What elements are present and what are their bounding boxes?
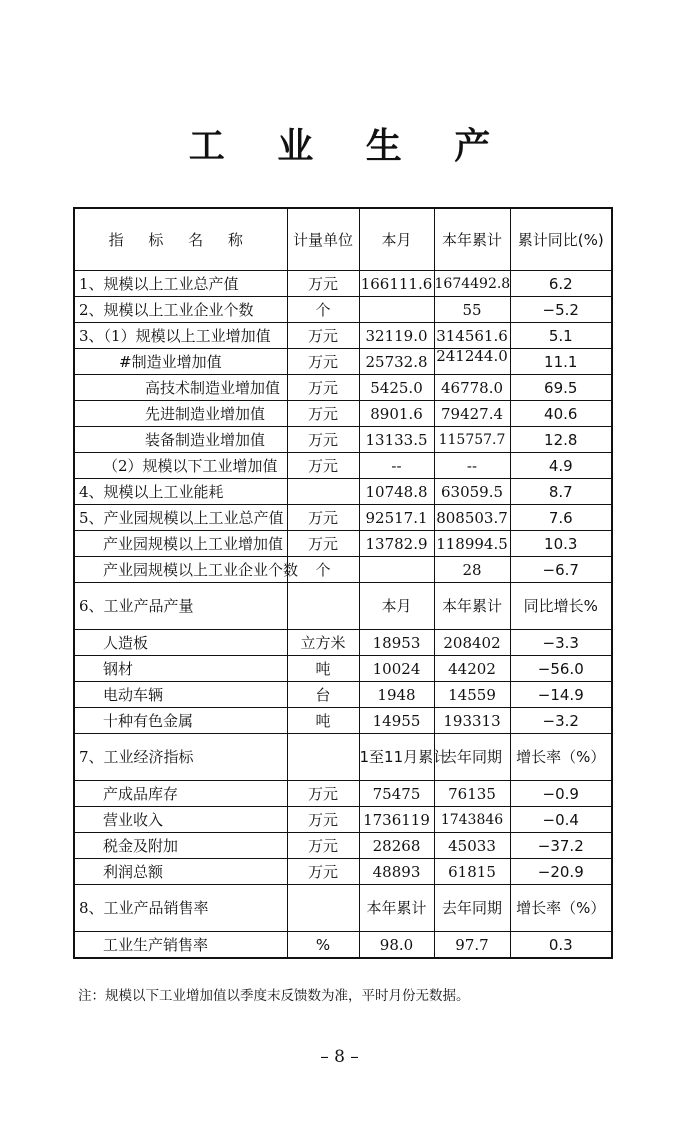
- row-month: 14955: [359, 708, 434, 734]
- table-row: [74, 297, 612, 323]
- row-growth: −20.9: [510, 859, 612, 885]
- row-unit: %: [287, 932, 359, 959]
- row-name: 电动车辆: [74, 682, 287, 708]
- row-cumulative: 79427.4: [434, 401, 510, 427]
- row-cumulative: 118994.5: [434, 531, 510, 557]
- header-indicator-name: 指 标 名 称: [74, 208, 287, 271]
- row-month: --: [359, 453, 434, 479]
- row-name: 产成品库存: [74, 781, 287, 807]
- row-yoy: 40.6: [510, 401, 612, 427]
- row-name: 十种有色金属: [74, 708, 287, 734]
- row-month: [359, 557, 434, 583]
- row-name: 产业园规模以上工业增加值: [74, 531, 287, 557]
- row-yoy: 69.5: [510, 375, 612, 401]
- row-growth: −3.3: [510, 630, 612, 656]
- row-yoy: 10.3: [510, 531, 612, 557]
- section-header-month: 本月: [359, 583, 434, 630]
- row-unit: 万元: [287, 531, 359, 557]
- table-row: [74, 375, 612, 401]
- section-header-growth: 增长率（%）: [510, 734, 612, 781]
- table-row: [74, 427, 612, 453]
- row-growth: −3.2: [510, 708, 612, 734]
- section-header-cumulative: 本年累计: [434, 583, 510, 630]
- page-number: – 8 –: [320, 1047, 359, 1067]
- row-name: （2）规模以下工业增加值: [74, 453, 287, 479]
- row-unit: 立方米: [287, 630, 359, 656]
- row-cumulative: 63059.5: [434, 479, 510, 505]
- row-name: 2、规模以上工业企业个数: [74, 297, 287, 323]
- table-row: [74, 781, 612, 807]
- row-cumulative: 14559: [434, 682, 510, 708]
- row-cumulative: 28: [434, 557, 510, 583]
- row-growth: −37.2: [510, 833, 612, 859]
- row-name: 税金及附加: [74, 833, 287, 859]
- row-unit: 吨: [287, 656, 359, 682]
- row-month: 98.0: [359, 932, 434, 959]
- section-header-growth: 同比增长%: [510, 583, 612, 630]
- section-header-cumulative: 去年同期: [434, 885, 510, 932]
- row-unit: 个: [287, 557, 359, 583]
- row-unit: 万元: [287, 453, 359, 479]
- header-yoy: 累计同比(%): [510, 208, 612, 271]
- row-unit: 万元: [287, 271, 359, 297]
- row-unit: [287, 479, 359, 505]
- row-month: 18953: [359, 630, 434, 656]
- row-growth: −56.0: [510, 656, 612, 682]
- industrial-production-table: [73, 207, 613, 959]
- row-name: 5、产业园规模以上工业总产值: [74, 505, 287, 531]
- row-month: 48893: [359, 859, 434, 885]
- row-cumulative: 808503.7: [434, 505, 510, 531]
- row-name: 3、（1）规模以上工业增加值: [74, 323, 287, 349]
- row-cumulative: 1743846: [434, 807, 510, 833]
- header-month: 本月: [359, 208, 434, 271]
- header-cumulative: 本年累计: [434, 208, 510, 271]
- row-name: 4、规模以上工业能耗: [74, 479, 287, 505]
- table-row: [74, 271, 612, 297]
- table-row: [74, 349, 612, 375]
- row-unit: 万元: [287, 349, 359, 375]
- row-unit: 万元: [287, 375, 359, 401]
- table-row: [74, 932, 612, 959]
- row-name: 人造板: [74, 630, 287, 656]
- section-name: 6、工业产品产量: [74, 583, 287, 630]
- row-growth: 0.3: [510, 932, 612, 959]
- row-month: 25732.8: [359, 349, 434, 375]
- row-month: 92517.1: [359, 505, 434, 531]
- row-growth: −0.4: [510, 807, 612, 833]
- row-cumulative: 61815: [434, 859, 510, 885]
- row-month: 8901.6: [359, 401, 434, 427]
- row-yoy: 5.1: [510, 323, 612, 349]
- row-yoy: 11.1: [510, 349, 612, 375]
- row-yoy: 8.7: [510, 479, 612, 505]
- row-yoy: 12.8: [510, 427, 612, 453]
- cumulative-value: 241244.0: [436, 346, 508, 365]
- row-name: 产业园规模以上工业企业个数: [74, 557, 287, 583]
- table-row: [74, 859, 612, 885]
- section-header-month: 本年累计: [359, 885, 434, 932]
- row-name: 1、规模以上工业总产值: [74, 271, 287, 297]
- row-name: 利润总额: [74, 859, 287, 885]
- table-row: [74, 479, 612, 505]
- table-row: [74, 505, 612, 531]
- row-cumulative: 76135: [434, 781, 510, 807]
- row-cumulative: 208402: [434, 630, 510, 656]
- section-header-cumulative: 去年同期: [434, 734, 510, 781]
- table-row: [74, 531, 612, 557]
- row-unit: 万元: [287, 427, 359, 453]
- row-name: 高技术制造业增加值: [74, 375, 287, 401]
- table-row: [74, 708, 612, 734]
- section-name: 8、工业产品销售率: [74, 885, 287, 932]
- section-unit: [287, 734, 359, 781]
- table-row: [74, 656, 612, 682]
- section-header-growth: 增长率（%）: [510, 885, 612, 932]
- row-month: 75475: [359, 781, 434, 807]
- row-unit: 万元: [287, 323, 359, 349]
- row-month: 5425.0: [359, 375, 434, 401]
- row-month: 32119.0: [359, 323, 434, 349]
- row-unit: 万元: [287, 833, 359, 859]
- row-yoy: −5.2: [510, 297, 612, 323]
- section-header-row: [74, 583, 612, 630]
- row-name: 装备制造业增加值: [74, 427, 287, 453]
- row-cumulative: 97.7: [434, 932, 510, 959]
- row-month: 10024: [359, 656, 434, 682]
- row-yoy: −6.7: [510, 557, 612, 583]
- section-name: 7、工业经济指标: [74, 734, 287, 781]
- row-unit: 个: [287, 297, 359, 323]
- header-unit: 计量单位: [287, 208, 359, 271]
- row-name: #制造业增加值: [74, 349, 287, 375]
- row-cumulative: 46778.0: [434, 375, 510, 401]
- row-month: 1948: [359, 682, 434, 708]
- row-month: 1736119: [359, 807, 434, 833]
- row-yoy: 7.6: [510, 505, 612, 531]
- table-row: [74, 682, 612, 708]
- section-header-month: 1至11月累计: [359, 734, 434, 781]
- table-row: [74, 630, 612, 656]
- row-growth: −14.9: [510, 682, 612, 708]
- row-yoy: 4.9: [510, 453, 612, 479]
- table-row: [74, 807, 612, 833]
- row-name: 工业生产销售率: [74, 932, 287, 959]
- table-row: [74, 453, 612, 479]
- row-yoy: 6.2: [510, 271, 612, 297]
- footnote: 注：规模以下工业增加值以季度末反馈数为准，平时月份无数据。: [78, 988, 470, 1004]
- row-name: 营业收入: [74, 807, 287, 833]
- page-title: 工 业 生 产: [188, 126, 511, 167]
- row-month: [359, 297, 434, 323]
- row-cumulative: 193313: [434, 708, 510, 734]
- row-cumulative: 55: [434, 297, 510, 323]
- row-cumulative: --: [434, 453, 510, 479]
- section-unit: [287, 885, 359, 932]
- row-cumulative: 115757.7: [434, 427, 510, 453]
- row-name: 先进制造业增加值: [74, 401, 287, 427]
- row-growth: −0.9: [510, 781, 612, 807]
- row-unit: 万元: [287, 401, 359, 427]
- row-month: 13782.9: [359, 531, 434, 557]
- row-cumulative: 1674492.8: [434, 271, 510, 297]
- row-cumulative: [434, 346, 510, 375]
- section-header-row: [74, 734, 612, 781]
- row-unit: 万元: [287, 807, 359, 833]
- row-unit: 台: [287, 682, 359, 708]
- row-unit: 吨: [287, 708, 359, 734]
- table-row: [74, 557, 612, 583]
- row-unit: 万元: [287, 505, 359, 531]
- row-name: 钢材: [74, 656, 287, 682]
- row-month: 28268: [359, 833, 434, 859]
- row-cumulative: 45033: [434, 833, 510, 859]
- table-row: [74, 401, 612, 427]
- row-cumulative: 314561.6: [434, 323, 510, 349]
- section-header-row: [74, 885, 612, 932]
- section-unit: [287, 583, 359, 630]
- table-row: [74, 323, 612, 349]
- row-month: 10748.8: [359, 479, 434, 505]
- row-cumulative: 44202: [434, 656, 510, 682]
- row-month: 13133.5: [359, 427, 434, 453]
- table-row: [74, 833, 612, 859]
- row-unit: 万元: [287, 781, 359, 807]
- row-month: 166111.6: [359, 271, 434, 297]
- row-unit: 万元: [287, 859, 359, 885]
- table-header-row: [74, 208, 612, 271]
